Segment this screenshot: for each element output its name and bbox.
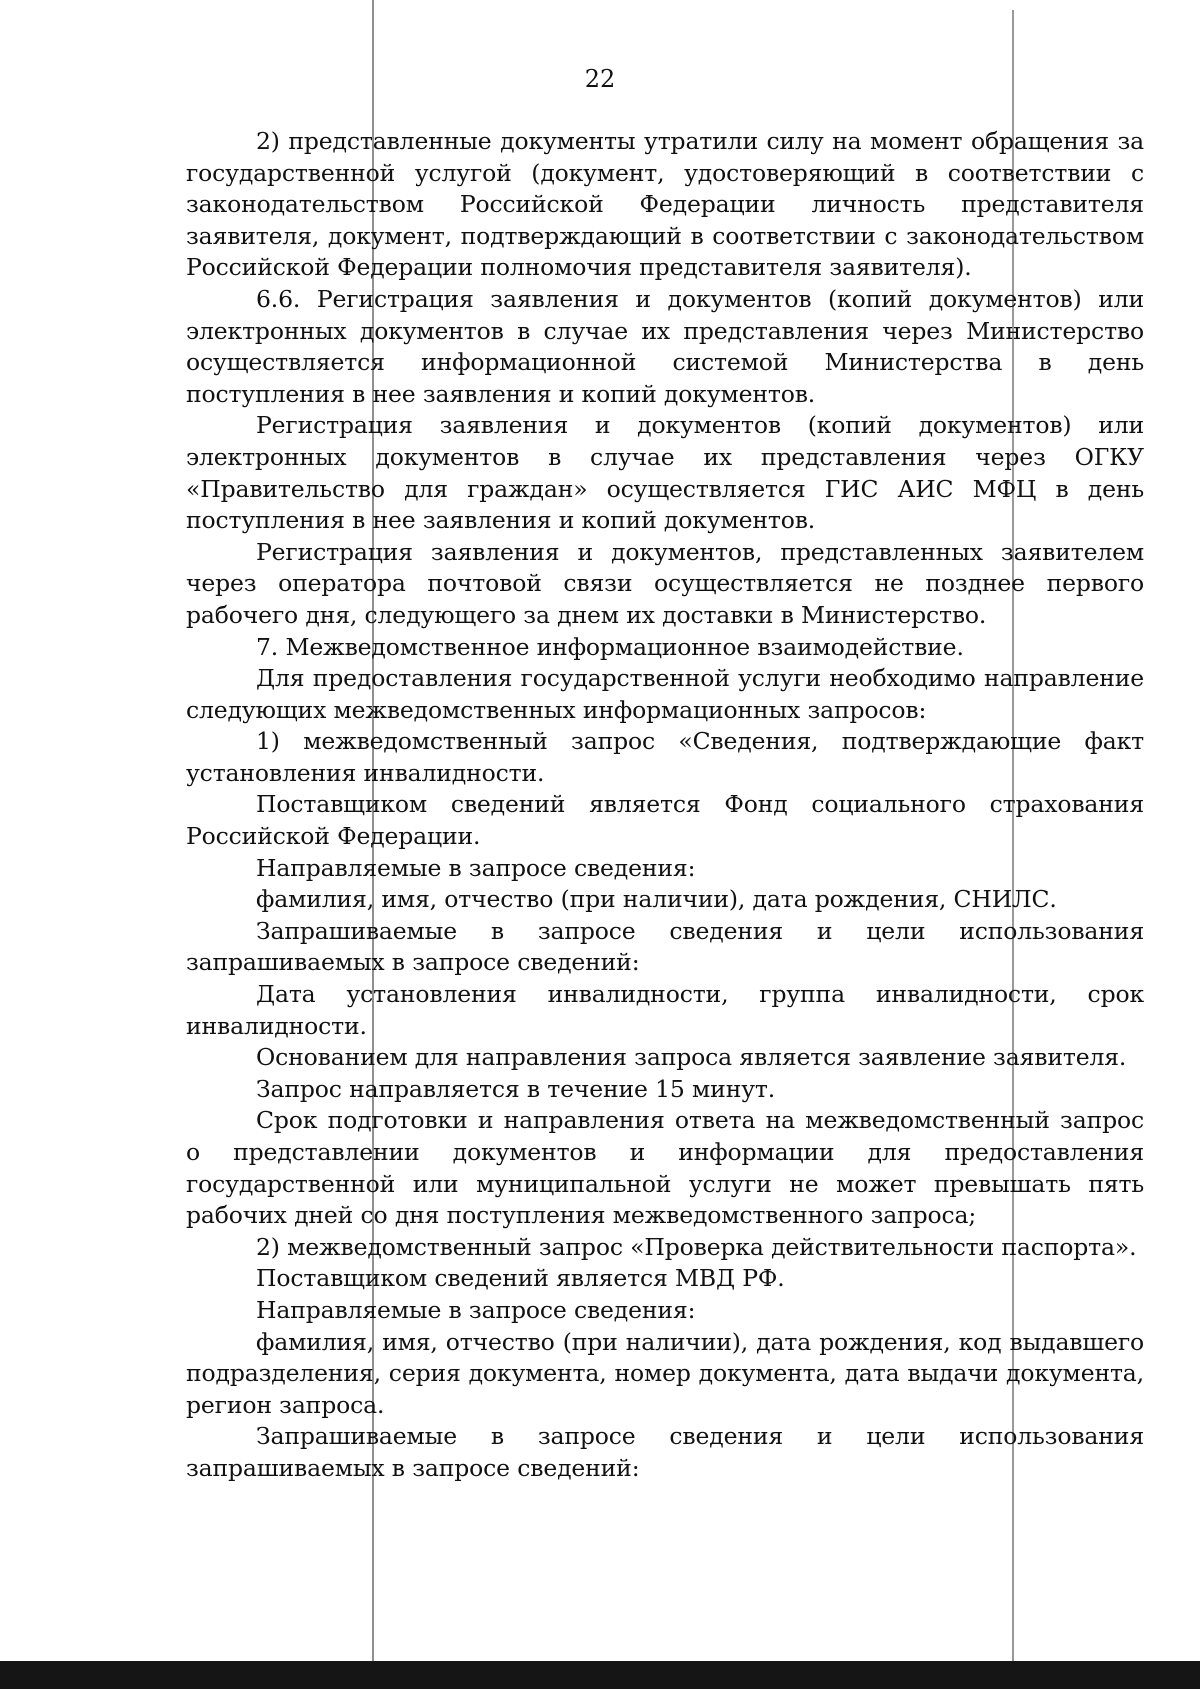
section-heading: 7. Межведомственное информационное взаимодействие. (256, 632, 964, 661)
paragraph: Дата установления инвалидности, группа инвалидности, срок инвалидности. (186, 980, 1144, 1040)
paragraph: Запрос направляется в течение 15 минут. (256, 1074, 776, 1103)
scan-bottom-edge (0, 1661, 1200, 1689)
paragraph: Основанием для направления запроса является заявление заявителя. (256, 1043, 1127, 1072)
paragraph: Регистрация заявления и документов (копий документов) или электронных документов в случае их представления через ОГКУ «Правительство для граждан» осуществляется ГИС АИС МФЦ в день поступления в нее заявления и копий документов. (186, 411, 1144, 535)
paragraph: фамилия, имя, отчество (при наличии), дата рождения, СНИЛС. (256, 885, 1057, 914)
document-body (186, 126, 1144, 1485)
paragraph: 2) межведомственный запрос «Проверка действительности паспорта». (256, 1232, 1137, 1261)
paragraph: фамилия, имя, отчество (при наличии), дата рождения, код выдавшего подразделения, серия документа, номер документа, дата выдачи документа, регион запроса. (186, 1327, 1144, 1419)
paragraph: Срок подготовки и направления ответа на межведомственный запрос о представлении документов и информации для предоставления государственной или муниципальной услуги не может превышать пять рабочих дней со дня поступления межведомственного запроса; (186, 1106, 1144, 1230)
paragraph: Направляемые в запросе сведения: (256, 853, 696, 882)
paragraph: Поставщиком сведений является Фонд социального страхования Российской Федерации. (186, 790, 1144, 851)
paragraph: 2) представленные документы утратили силу на момент обращения за государственной услугой (документ, удостоверяющий в соответствии с законодательством Российской Федерации личность представителя заявителя, документ, подтверждающий в соответствии с законодательством Российской Федерации полномочия представителя заявителя). (186, 127, 1144, 282)
page-number: 22 (584, 65, 616, 93)
paragraph: 6.6. Регистрация заявления и документов (копий документов) или электронных документов в случае их представления через Министерство осуществляется информационной системой Министерства в день поступления в нее заявления и копий документов. (186, 284, 1144, 408)
paragraph: Запрашиваемые в запросе сведения и цели использования запрашиваемых в запросе сведений: (186, 916, 1144, 977)
paragraph: Направляемые в запросе сведения: (256, 1295, 696, 1324)
paragraph: Запрашиваемые в запросе сведения и цели использования запрашиваемых в запросе сведений: (186, 1422, 1144, 1482)
paragraph: Поставщиком сведений является МВД РФ. (256, 1264, 785, 1293)
paragraph: Для предоставления государственной услуги необходимо направление следующих межведомственных информационных запросов: (186, 664, 1144, 724)
paragraph: Регистрация заявления и документов, представленных заявителем через оператора почтовой связи осуществляется не позднее первого рабочего дня, следующего за днем их доставки в Министерство. (186, 537, 1144, 629)
paragraph: 1) межведомственный запрос «Сведения, подтверждающие факт установления инвалидности. (186, 727, 1144, 787)
